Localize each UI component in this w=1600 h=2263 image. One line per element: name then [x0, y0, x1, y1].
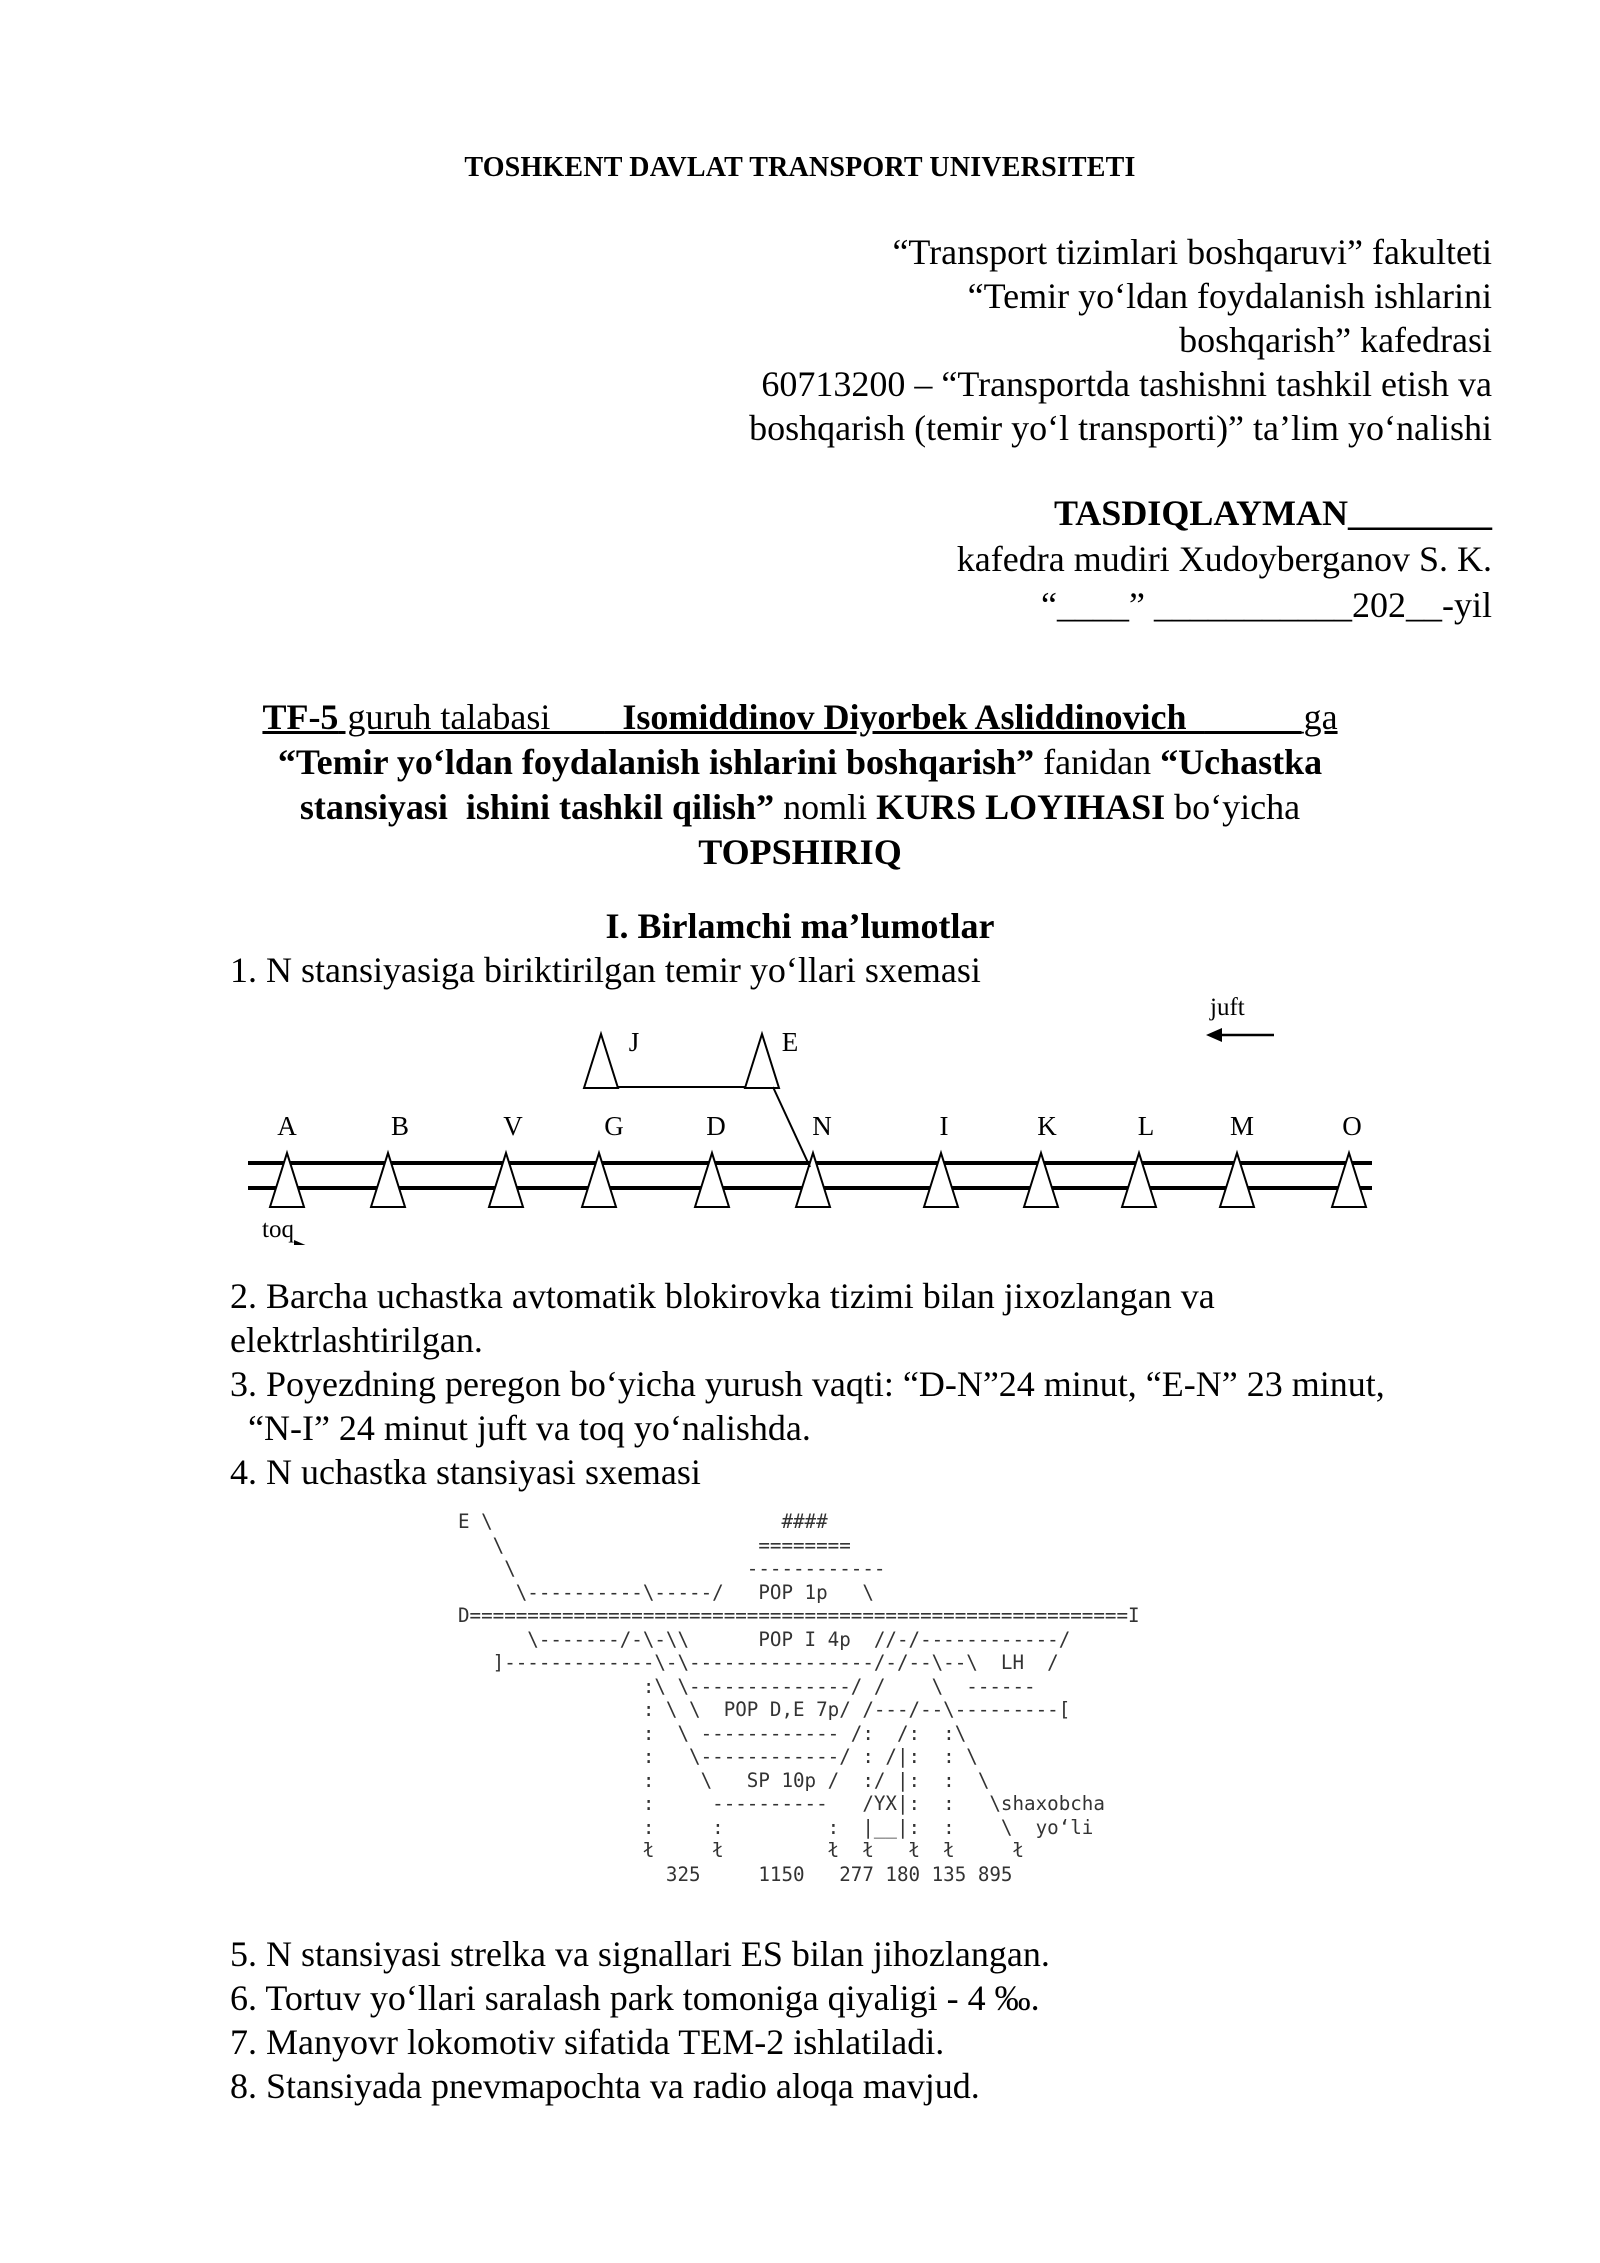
station-scheme	[458, 1510, 1140, 1886]
branch-label-e: E	[781, 1027, 799, 1057]
scheme-line: \-------/-\-\\ POP I 4p //-/------------/	[458, 1627, 1071, 1651]
station-label-i: I	[939, 1111, 949, 1141]
topic-part1: “Uchastka	[1160, 742, 1323, 782]
station-label-k: K	[1037, 1111, 1057, 1141]
approval-date: “____” ___________202__-yil	[1041, 585, 1492, 625]
faculty-line: “Temir yo‘ldan foydalanish ishlarini	[967, 276, 1492, 316]
approval-title: TASDIQLAYMAN________	[1053, 493, 1492, 533]
scheme-line: ł ł ł ł ł ł ł	[458, 1839, 1025, 1862]
topic-line	[0, 785, 1600, 830]
scheme-line: : \ ------------ /: /: :\	[458, 1721, 967, 1745]
item-3	[230, 1362, 1500, 1450]
topic-part2: stansiyasi ishini tashkil qilish”	[299, 787, 775, 827]
station-label-l: L	[1137, 1111, 1155, 1141]
faculty-block	[592, 230, 1492, 450]
scheme-line: \ ------------	[458, 1557, 886, 1580]
faculty-line: “Transport tizimlari boshqaruvi” fakulteti	[892, 232, 1492, 272]
station-label-v: V	[503, 1111, 523, 1141]
assignment-block	[0, 695, 1600, 875]
approval-block	[592, 490, 1492, 628]
item-7: 7. Manyovr lokomotiv sifatida TEM-2 ishlatiladi.	[230, 2022, 945, 2062]
subject-line	[0, 740, 1600, 785]
item-3-line1: 3. Poyezdning peregon bo‘yicha yurush vaqti: “D-N”24 minut, “E-N” 23 minut,	[230, 1364, 1385, 1404]
branch-label-j: J	[628, 1027, 640, 1057]
item-3-line2: “N-I” 24 minut juft va toq yo‘nalishda.	[248, 1408, 811, 1448]
group-text: guruh talabasi	[338, 697, 605, 737]
scheme-line: : ---------- /YX|: : \shaxobcha	[458, 1792, 1105, 1815]
item-5: 5. N stansiyasi strelka va signallari ES bilan jihozlangan.	[230, 1934, 1050, 1974]
scheme-line: : : : |__|: : \ yo‘li	[458, 1815, 1094, 1839]
branch-triangle-j	[584, 1034, 618, 1088]
faculty-line: boshqarish” kafedrasi	[1179, 320, 1492, 360]
subject-name: “Temir yo‘ldan foydalanish ishlarini boshqarish”	[277, 742, 1035, 782]
station-label-a: A	[277, 1111, 297, 1141]
scheme-line: :\ \--------------/ / \ ------	[458, 1674, 1036, 1698]
station-label-o: O	[1342, 1111, 1362, 1141]
faculty-line: boshqarish (temir yo‘l transporti)” ta’lim yo‘nalishi	[749, 408, 1492, 448]
scheme-line: : \------------/ : /|: : \	[458, 1745, 978, 1768]
group-code: TF-5	[262, 697, 339, 737]
item-1: 1. N stansiyasiga biriktirilgan temir yo‘llari sxemasi	[230, 950, 981, 990]
student-tail: __ga	[1204, 697, 1338, 737]
station-label-b: B	[390, 1111, 410, 1141]
university-title: TOSHKENT DAVLAT TRANSPORT UNIVERSITETI	[464, 152, 1136, 183]
item-6: 6. Tortuv yo‘llari saralash park tomoniga qiyaligi - 4 ‰.	[230, 1978, 1040, 2018]
item-2	[230, 1274, 1500, 1362]
item-2-line1: 2. Barcha uchastka avtomatik blokirovka tizimi bilan jixozlangan va	[230, 1276, 1215, 1316]
station-label-d: D	[706, 1111, 726, 1141]
branch-line-e-n	[773, 1087, 810, 1167]
fanidan-text: fanidan	[1034, 742, 1161, 782]
scheme-line: 325 1150 277 180 135 895	[458, 1862, 1013, 1886]
item-4: 4. N uchastka stansiyasi sxemasi	[230, 1452, 701, 1492]
station-label-m: M	[1229, 1111, 1255, 1141]
juft-label: juft	[1210, 994, 1245, 1021]
student-name: _Isomiddinov Diyorbek Asliddinovich_	[604, 697, 1205, 737]
toq-label: toq	[262, 1216, 294, 1243]
arrow-left-icon	[1206, 1028, 1274, 1042]
station-label-n: N	[812, 1111, 832, 1141]
approval-head: kafedra mudiri Xudoyberganov S. K.	[956, 539, 1492, 579]
student-line	[0, 695, 1600, 740]
branch-triangle-e	[745, 1034, 779, 1088]
scheme-line: : \ SP 10p / :/ |: : \	[458, 1768, 990, 1792]
kurs-loyihasi: KURS LOYIHASI	[876, 787, 1166, 827]
station-label-g: G	[604, 1111, 624, 1141]
faculty-line: 60713200 – “Transportda tashishni tashkil etish va	[761, 364, 1492, 404]
boyicha-text: bo‘yicha	[1165, 787, 1301, 827]
scheme-line: \----------\-----/ POP 1p \	[458, 1580, 874, 1604]
railway-diagram	[0, 985, 1600, 1245]
scheme-line: \ ========	[458, 1533, 851, 1557]
topshiriq-title: TOPSHIRIQ	[698, 832, 902, 872]
scheme-line: ]-------------\-\----------------/-/--\--\ LH /	[458, 1651, 1059, 1674]
scheme-line: E \ ####	[458, 1510, 828, 1533]
item-8: 8. Stansiyada pnevmapochta va radio aloqa mavjud.	[230, 2066, 980, 2106]
nomli-text: nomli	[774, 787, 877, 827]
scheme-line: D=========================================================I	[458, 1604, 1140, 1627]
scheme-line: : \ \ POP D,E 7p/ /---/--\---------[	[458, 1698, 1071, 1721]
item-2-line2: elektrlashtirilgan.	[230, 1320, 483, 1360]
section-title: I. Birlamchi ma’lumotlar	[605, 906, 995, 946]
